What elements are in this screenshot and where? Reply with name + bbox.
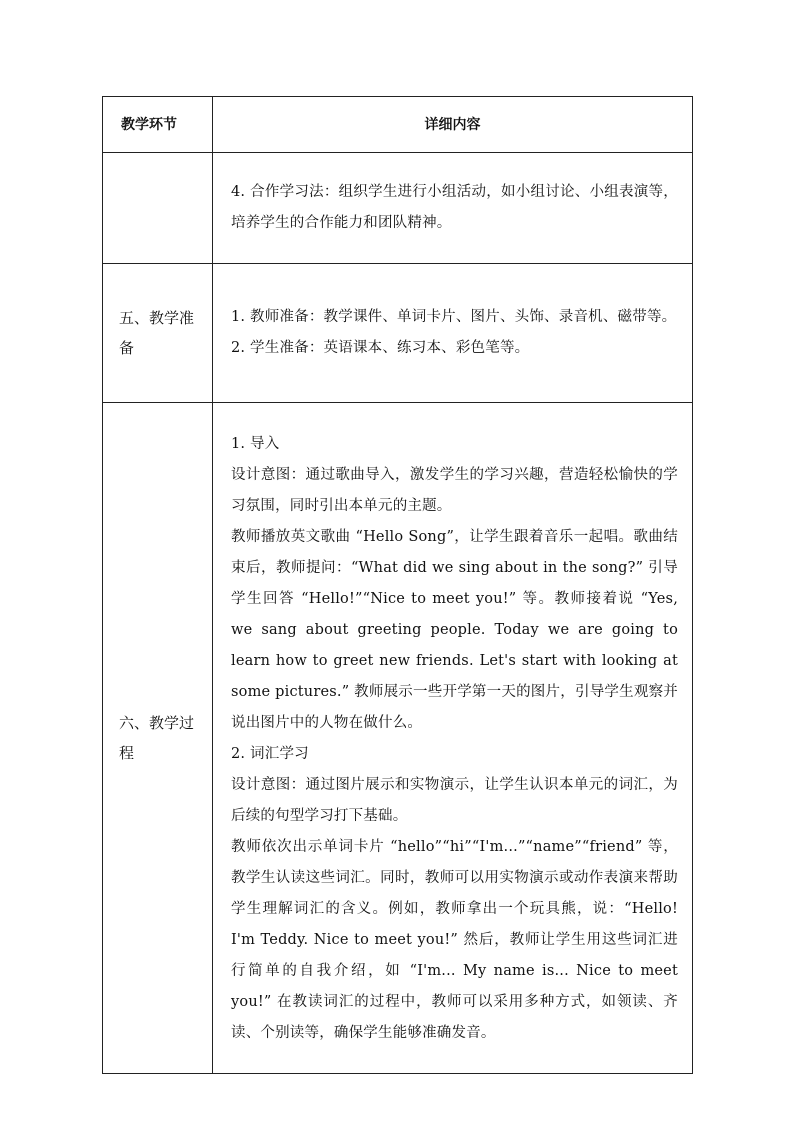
- section-heading: 2. 词汇学习: [231, 746, 309, 762]
- table-header-row: [103, 97, 693, 153]
- header-stage: 教学环节: [103, 97, 213, 153]
- lesson-plan-table: [102, 96, 693, 1074]
- stage-cell: [103, 153, 213, 264]
- content-paragraph: 2. 学生准备：英语课本、练习本、彩色笔等。: [231, 340, 530, 356]
- table-row: [103, 153, 693, 264]
- content-paragraph: 4. 合作学习法：组织学生进行小组活动，如小组讨论、小组表演等，培养学生的合作能力和团队精神。: [231, 184, 678, 231]
- content-paragraph: 设计意图：通过图片展示和实物演示，让学生认识本单元的词汇，为后续的句型学习打下基础。: [231, 777, 678, 824]
- content-paragraph: 教师播放英文歌曲 “Hello Song”，让学生跟着音乐一起唱。歌曲结束后，教师提问：“What did we sing about in the song?” 引导学生回答 “Hello!”“Nice to meet you!” 等。教师接着说 “Yes, we sang about greeting people. Today we are going to learn how to greet new friends. Let's start with looking at some pictures.” 教师展示一些开学第一天的图片，引导学生观察并说出图片中的人物在做什么。: [231, 529, 678, 731]
- content-paragraph: 1. 教师准备：教学课件、单词卡片、图片、头饰、录音机、磁带等。: [231, 309, 677, 325]
- content-cell: [213, 264, 693, 403]
- stage-cell: 五、教学准备: [103, 264, 213, 403]
- table-row: [103, 264, 693, 403]
- table-row: [103, 403, 693, 1074]
- content-cell: [213, 153, 693, 264]
- content-paragraph: 教师依次出示单词卡片 “hello”“hi”“I'm...”“name”“friend” 等，教学生认读这些词汇。同时，教师可以用实物演示或动作表演来帮助学生理解词汇的含义。例如，教师拿出一个玩具熊，说：“Hello! I'm Teddy. Nice to meet you!” 然后，教师让学生用这些词汇进行简单的自我介绍，如 “I'm... My name is... Nice to meet you!” 在教读词汇的过程中，教师可以采用多种方式，如领读、齐读、个别读等，确保学生能够准确发音。: [231, 839, 678, 1041]
- content-cell: [213, 403, 693, 1074]
- header-content: 详细内容: [213, 97, 693, 153]
- stage-cell: 六、教学过程: [103, 403, 213, 1074]
- section-heading: 1. 导入: [231, 436, 280, 452]
- content-paragraph: 设计意图：通过歌曲导入，激发学生的学习兴趣，营造轻松愉快的学习氛围，同时引出本单元的主题。: [231, 467, 678, 514]
